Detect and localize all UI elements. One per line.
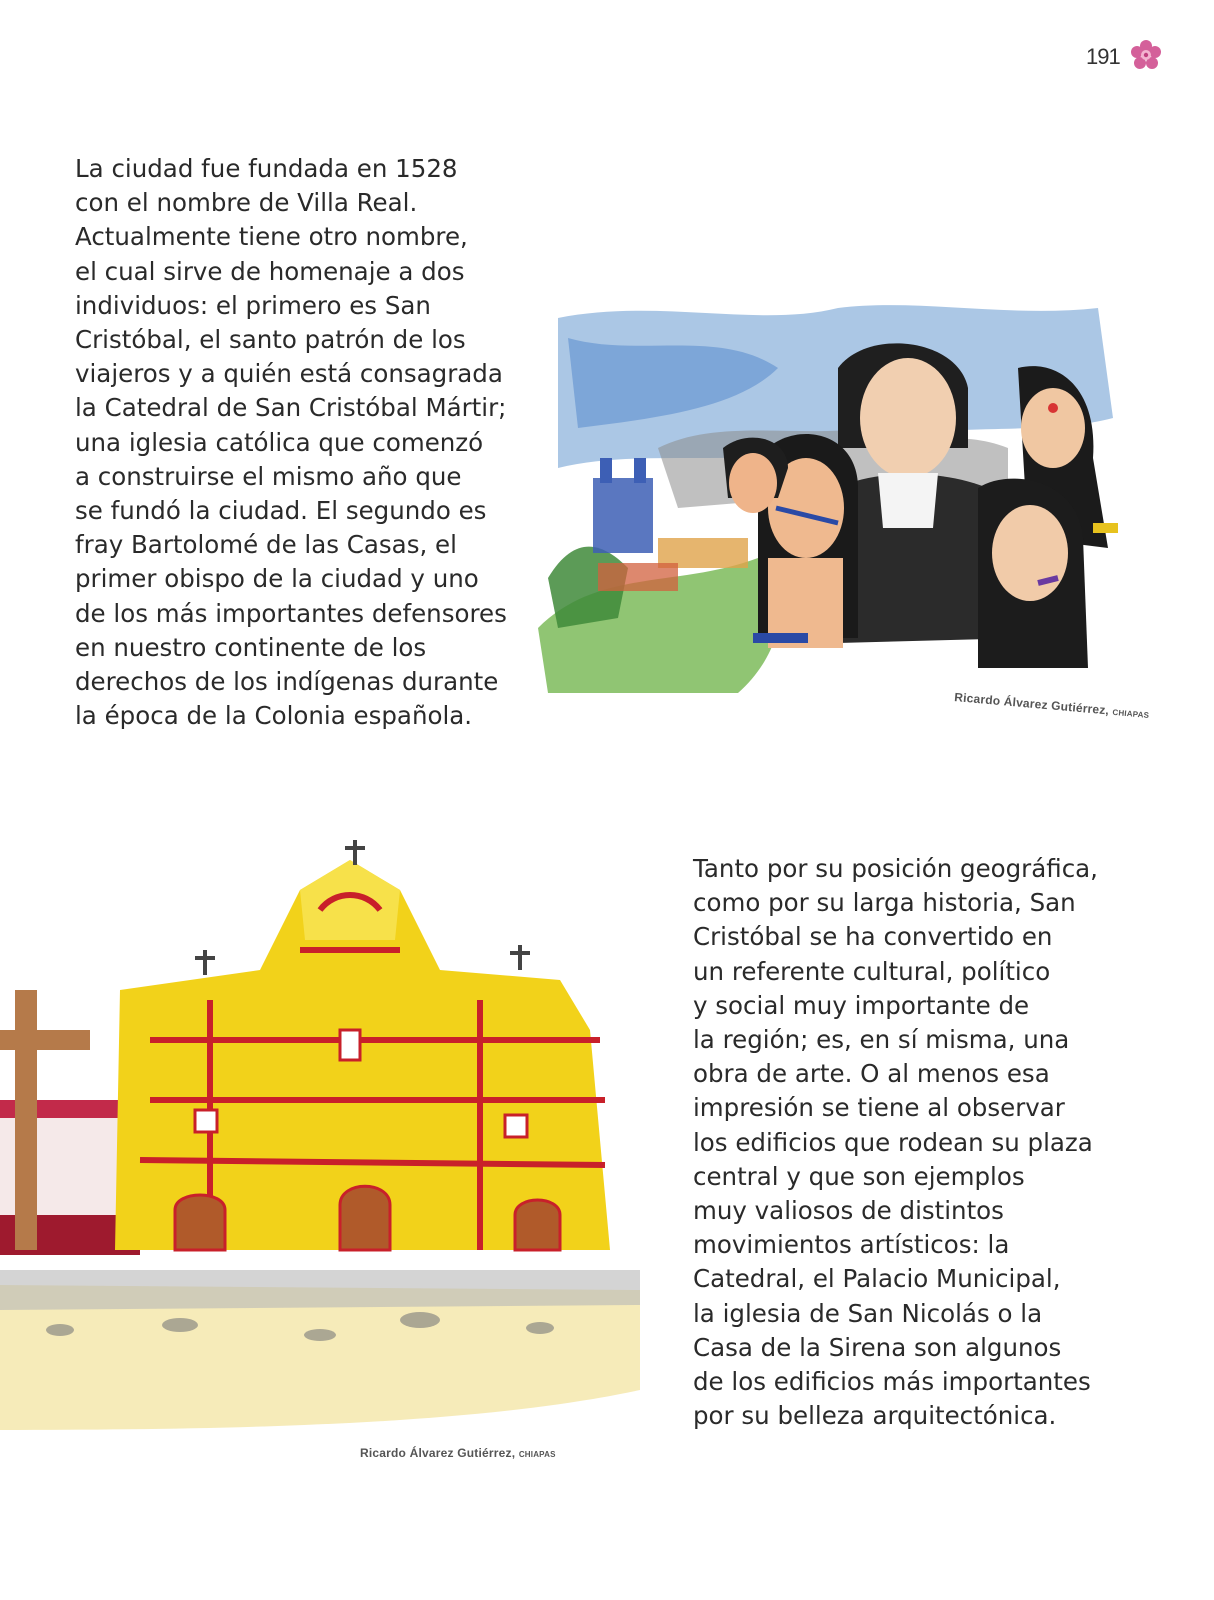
text-line: la iglesia de San Nicolás o la [693, 1298, 1043, 1328]
credit-name: Ricardo Álvarez Gutiérrez, [360, 1446, 516, 1460]
text-line: un referente cultural, político [693, 956, 1051, 986]
text-line: se fundó la ciudad. El segundo es [75, 496, 487, 526]
text-line: en nuestro continente de los [75, 632, 427, 662]
text-line: la Catedral de San Cristóbal Mártir; [75, 393, 507, 423]
credit-name: Ricardo Álvarez Gutiérrez, [953, 690, 1110, 718]
illustration-cathedral [0, 830, 650, 1510]
text-line: Cristóbal, el santo patrón de los [75, 325, 466, 355]
text-line: y social muy importante de [693, 990, 1030, 1020]
text-line: fray Bartolomé de las Casas, el [75, 530, 457, 560]
text-line: la época de la Colonia española. [75, 701, 473, 731]
text-line: central y que son ejemplos [693, 1161, 1025, 1191]
credit-place: CHIAPAS [1112, 707, 1150, 721]
text-line: a construirse el mismo año que [75, 461, 462, 491]
text-line: muy valiosos de distintos [693, 1196, 1004, 1226]
text-line: con el nombre de Villa Real. [75, 188, 418, 218]
paragraph-cultural-reference [693, 852, 1098, 1433]
text-line: Tanto por su posición geográfica, [693, 854, 1098, 883]
text-line: La ciudad fue fundada en 1528 [75, 154, 458, 183]
text-line: como por su larga historia, San [693, 888, 1076, 918]
text-line: obra de arte. O al menos esa [693, 1059, 1050, 1089]
credit-place: CHIAPAS [518, 1450, 556, 1459]
text-line: de los más importantes defensores [75, 598, 507, 628]
text-line: viajeros y a quién está consagrada [75, 359, 503, 389]
paragraph-founding [75, 152, 507, 733]
text-line: Catedral, el Palacio Municipal, [693, 1264, 1061, 1294]
text-line: de los edificios más importantes [693, 1367, 1091, 1397]
text-line: una iglesia católica que comenzó [75, 427, 484, 457]
text-line: la región; es, en sí misma, una [693, 1025, 1070, 1055]
text-line: Cristóbal se ha convertido en [693, 922, 1053, 952]
page-number: 191 [1086, 44, 1120, 69]
text-line: movimientos artísticos: la [693, 1230, 1010, 1260]
text-line: impresión se tiene al observar [693, 1093, 1065, 1123]
text-line: por su belleza arquitectónica. [693, 1401, 1057, 1431]
text-line: Casa de la Sirena son algunos [693, 1332, 1062, 1362]
text-line: los edificios que rodean su plaza [693, 1127, 1093, 1157]
text-line: individuos: el primero es San [75, 290, 431, 320]
illustration-credit [360, 1446, 556, 1460]
text-line: el cual sirve de homenaje a dos [75, 256, 465, 286]
illustration-people-landscape [538, 298, 1128, 698]
flower-icon [1128, 38, 1164, 74]
text-line: derechos de los indígenas durante [75, 667, 499, 697]
text-line: primer obispo de la ciudad y uno [75, 564, 479, 594]
text-line: Actualmente tiene otro nombre, [75, 222, 468, 252]
